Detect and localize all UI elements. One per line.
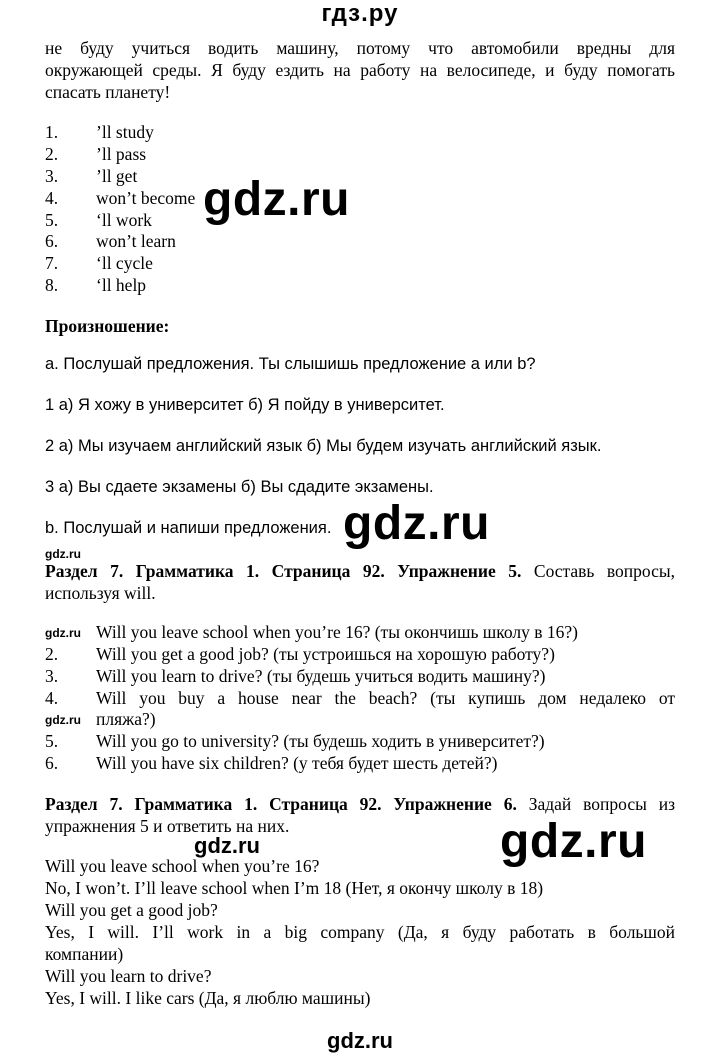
answer-number: 8. xyxy=(45,275,59,295)
answer-text: ’ll get xyxy=(96,166,138,186)
pronunciation-title: Произношение: xyxy=(45,316,170,336)
answer-text: ’ll pass xyxy=(96,144,147,164)
question-text: Will you learn to drive? (ты будешь учиться водить машину?) xyxy=(96,666,546,686)
exercise-5-task-cont: используя will. xyxy=(45,583,156,603)
intro-line-3: спасать планету! xyxy=(45,82,171,102)
intro-line-1: не буду учиться водить машину, потому что автомобили вредны для xyxy=(45,38,675,58)
question-number: 2. xyxy=(45,644,59,664)
question-number: 6. xyxy=(45,753,59,773)
answer-text: ‘ll cycle xyxy=(96,253,153,273)
dialogue-line: Yes, I will. I like cars (Да, я люблю машины) xyxy=(45,988,371,1008)
answer-number: 1. xyxy=(45,122,59,142)
answer-number: 7. xyxy=(45,253,59,273)
answer-text: ’ll study xyxy=(96,122,154,142)
question-text: Will you get a good job? (ты устроишься на хорошую работу?) xyxy=(96,644,555,664)
answer-number: 2. xyxy=(45,144,59,164)
answer-text: ‘ll help xyxy=(96,275,147,295)
answer-text: ‘ll work xyxy=(96,210,152,230)
exercise-5-header xyxy=(45,561,675,582)
dialogue-line: Will you learn to drive? xyxy=(45,966,212,986)
answer-number: 6. xyxy=(45,231,59,251)
dialogue-line: Will you get a good job? xyxy=(45,900,218,920)
watermark-big: gdz.ru xyxy=(343,497,490,550)
question-number: 4. xyxy=(45,688,59,708)
watermark-small: gdz.ru xyxy=(45,547,81,561)
watermark-mid: gdz.ru xyxy=(194,833,260,858)
intro-line-2: окружающей среды. Я буду ездить на работу на велосипеде, и буду помогать xyxy=(45,60,675,80)
exercise-6-task-cont: упражнения 5 и ответить на них. xyxy=(45,816,290,836)
dialogue-line: Yes, I will. I’ll work in a big company (Да, я буду работать в большой xyxy=(45,922,675,942)
pronunciation-task-a: a. Послушай предложения. Ты слышишь предложение a или b? xyxy=(45,355,536,373)
exercise-6-title: Раздел 7. Грамматика 1. Страница 92. Упражнение 6. xyxy=(45,794,517,814)
pronunciation-task-b: b. Послушай и напиши предложения. xyxy=(45,519,332,537)
answer-text: won’t become xyxy=(96,188,196,208)
dialogue-line: компании) xyxy=(45,944,124,964)
watermark-big: gdz.ru xyxy=(500,815,647,868)
question-text: Will you buy a house near the beach? (ты купишь дом недалеко от xyxy=(96,688,675,708)
exercise-6-header xyxy=(45,794,675,815)
answer-number: 3. xyxy=(45,166,59,186)
question-text: Will you go to university? (ты будешь ходить в университет?) xyxy=(96,731,545,751)
exercise-5-title: Раздел 7. Грамматика 1. Страница 92. Упражнение 5. xyxy=(45,561,522,581)
question-text: Will you have six children? (у тебя будет шесть детей?) xyxy=(96,753,498,773)
question-text-cont: пляжа?) xyxy=(96,709,156,729)
pronunciation-sentence-2: 2 а) Мы изучаем английский язык б) Мы будем изучать английский язык. xyxy=(45,437,602,455)
question-text: Will you leave school when you’re 16? (ты окончишь школу в 16?) xyxy=(96,622,579,642)
answer-number: 4. xyxy=(45,188,59,208)
watermark-big: gdz.ru xyxy=(203,173,350,226)
answer-text: won’t learn xyxy=(96,231,176,251)
site-header: гдз.ру xyxy=(321,0,399,27)
question-number: 5. xyxy=(45,731,59,751)
dialogue-line: Will you leave school when you’re 16? xyxy=(45,856,320,876)
exercise-6-task: Задай вопросы из xyxy=(528,794,675,814)
watermark-small: gdz.ru xyxy=(45,713,81,727)
dialogue-line: No, I won’t. I’ll leave school when I’m 18 (Нет, я окончу школу в 18) xyxy=(45,878,544,898)
watermark-footer: gdz.ru xyxy=(327,1028,393,1053)
answer-number: 5. xyxy=(45,210,59,230)
pronunciation-sentence-1: 1 а) Я хожу в университет б) Я пойду в университет. xyxy=(45,396,445,414)
exercise-5-task: Составь вопросы, xyxy=(533,561,675,581)
watermark-small: gdz.ru xyxy=(45,626,81,640)
question-number: 3. xyxy=(45,666,59,686)
pronunciation-sentence-3: 3 а) Вы сдаете экзамены б) Вы сдадите экзамены. xyxy=(45,478,434,496)
